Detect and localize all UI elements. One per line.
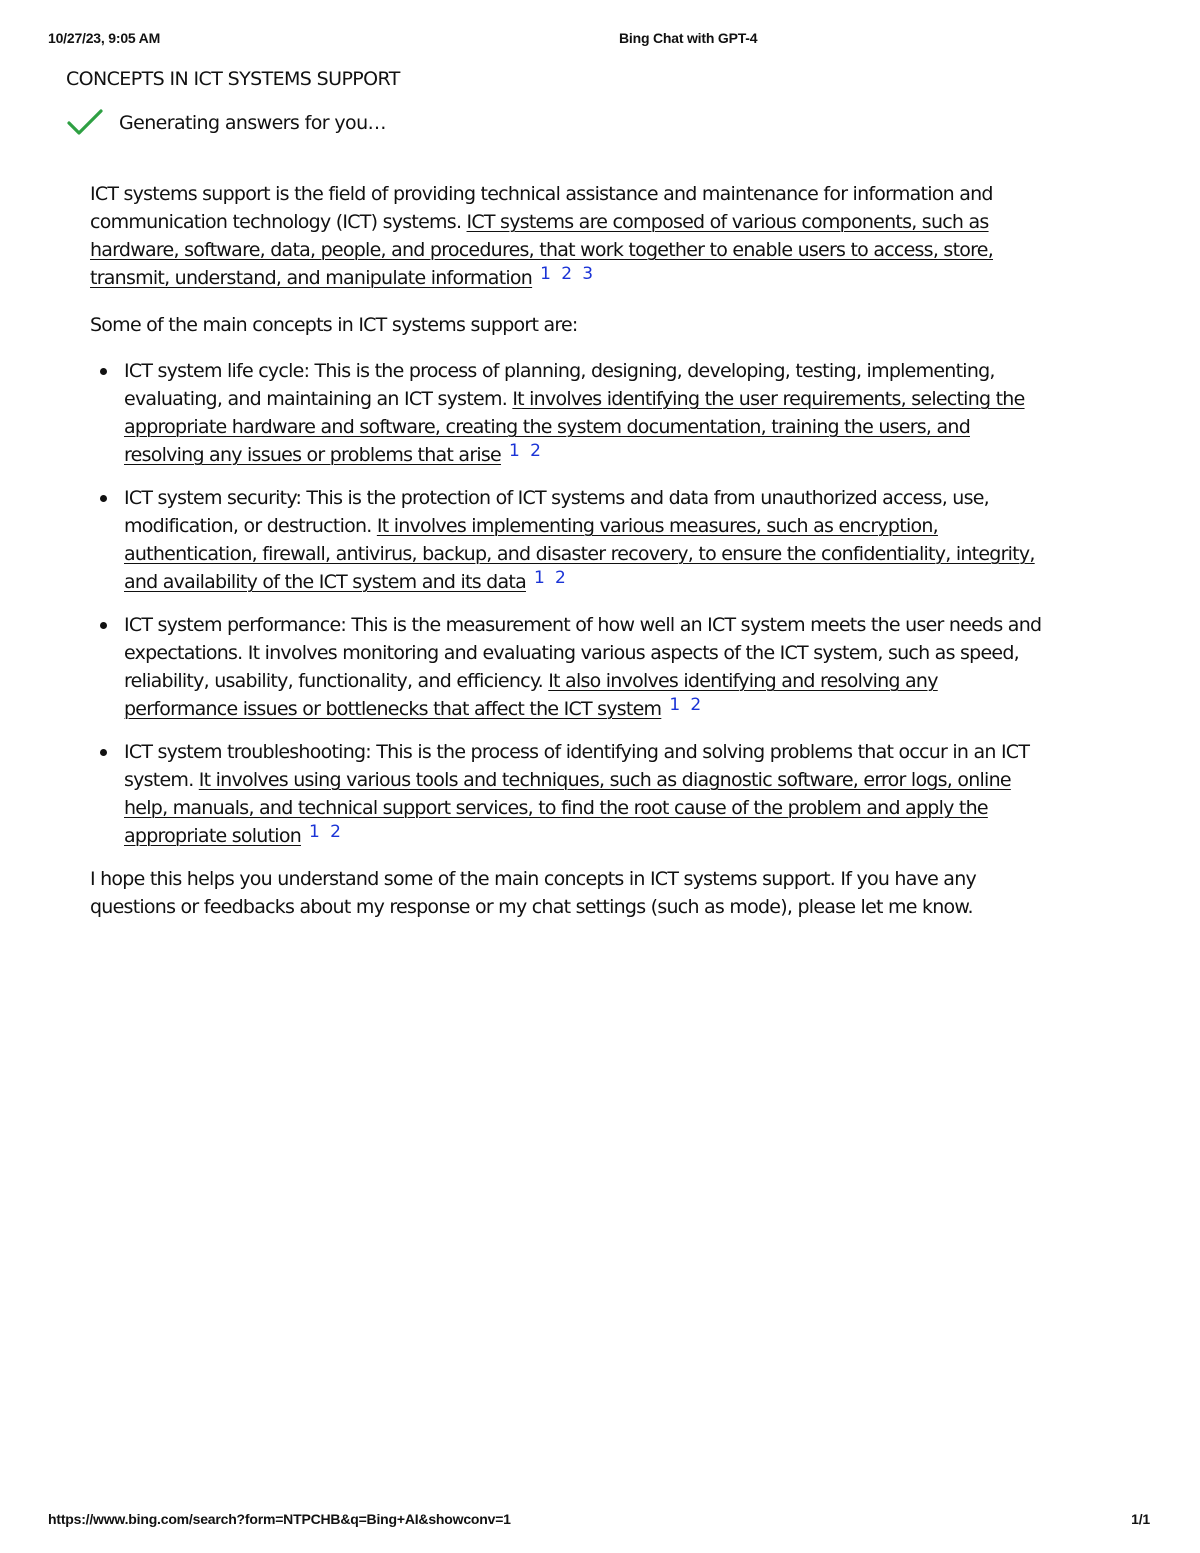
list-item [124, 738, 1055, 851]
citation-link[interactable]: 2 [690, 695, 701, 715]
item-text: ICT system security: This is the protection of ICT systems and data from unauthorized access, use, modification, or destruction. [124, 487, 989, 537]
answer-body [90, 180, 1055, 939]
cited-text: It involves using various tools and techniques, such as diagnostic software, error logs, online help, manuals, and technical support services, to find the root cause of the problem and apply the appropriate solution [124, 769, 1011, 847]
citation-link[interactable]: 2 [555, 568, 566, 588]
citation-link[interactable]: 1 [669, 695, 680, 715]
list-item [124, 357, 1055, 470]
cited-text: It involves identifying the user requirements, selecting the appropriate hardware and software, creating the system documentation, training the users, and resolving any issues or problems that arise [124, 388, 1025, 466]
print-page-title: Bing Chat with GPT-4 [619, 30, 758, 46]
item-text: ICT system life cycle: This is the process of planning, designing, developing, testing, implementing, evaluating, and maintaining an ICT system. [124, 360, 995, 410]
list-item [124, 484, 1055, 597]
chat-query-title: CONCEPTS IN ICT SYSTEMS SUPPORT [66, 68, 400, 90]
citation-link[interactable]: 1 [540, 264, 551, 284]
citation-link[interactable]: 2 [530, 441, 541, 461]
intro-text: ICT systems support is the field of providing technical assistance and maintenance for information and communication technology (ICT) systems. [90, 183, 993, 233]
cited-text: It involves implementing various measures, such as encryption, authentication, firewall, antivirus, backup, and disaster recovery, to ensure the confidentiality, integrity, and availability of the ICT system and its data [124, 515, 1035, 593]
print-page-number: 1/1 [1131, 1511, 1150, 1527]
answer-intro [90, 180, 1055, 293]
print-url: https://www.bing.com/search?form=NTPCHB&q=Bing+AI&showconv=1 [48, 1511, 511, 1527]
item-text: ICT system troubleshooting: This is the process of identifying and solving problems that occur in an ICT system. [124, 741, 1030, 791]
cited-text: It also involves identifying and resolving any performance issues or bottlenecks that affect the ICT system [124, 670, 938, 720]
citation-link[interactable]: 2 [561, 264, 572, 284]
print-datetime: 10/27/23, 9:05 AM [48, 30, 161, 46]
citation-link[interactable]: 1 [309, 822, 320, 842]
answer-lead-in: Some of the main concepts in ICT systems support are: [90, 314, 578, 336]
citation-link[interactable]: 1 [509, 441, 520, 461]
citation-link[interactable]: 3 [582, 264, 593, 284]
status-text: Generating answers for you… [119, 112, 386, 134]
list-item [124, 611, 1055, 724]
status-row [66, 108, 386, 138]
check-icon [66, 108, 104, 138]
answer-closing: I hope this helps you understand some of the main concepts in ICT systems support. If you have any questions or feedbacks about my response or my chat settings (such as mode), please let me know. [90, 868, 976, 918]
cited-text: ICT systems are composed of various components, such as hardware, software, data, people, and procedures, that work together to enable users to access, store, transmit, understand, and manipulate information [90, 211, 994, 289]
concept-list [90, 357, 1055, 851]
citation-link[interactable]: 2 [330, 822, 341, 842]
item-text: ICT system performance: This is the measurement of how well an ICT system meets the user needs and expectations. It involves monitoring and evaluating various aspects of the ICT system, such as speed, reliability, usability, functionality, and efficiency. [124, 614, 1042, 692]
citation-link[interactable]: 1 [533, 568, 545, 588]
